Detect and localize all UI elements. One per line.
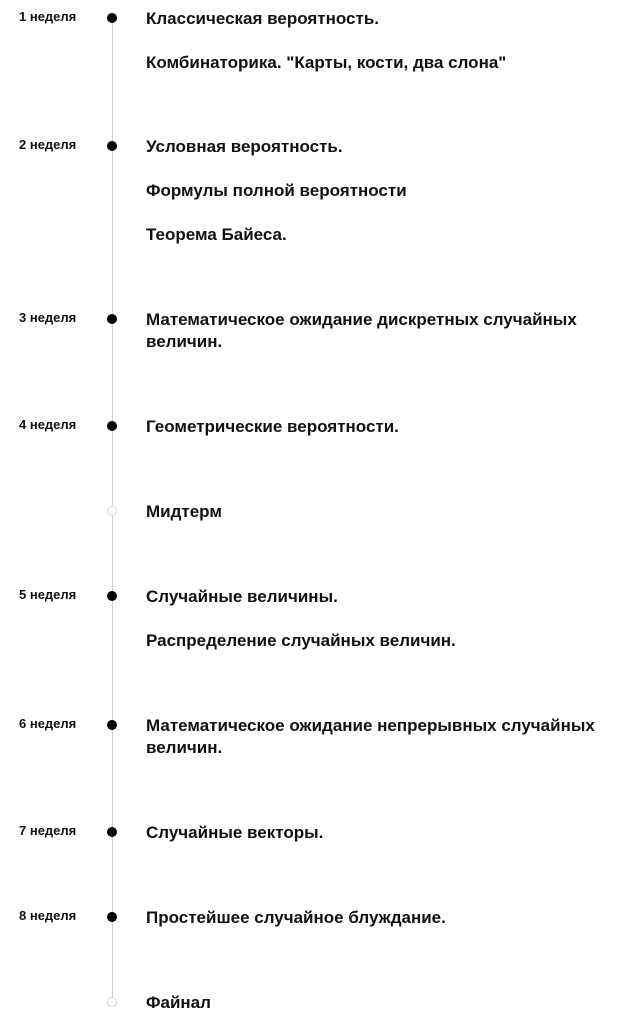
topic-item: Математическое ожидание непрерывных случайных величин. (146, 716, 595, 757)
week-label: 8 неделя (19, 908, 77, 923)
topic-list (146, 715, 614, 759)
week-label: 5 неделя (19, 587, 77, 602)
week-label: 3 неделя (19, 310, 77, 325)
timeline-dot-icon (107, 421, 117, 431)
topic-item: Формулы полной вероятности (146, 181, 407, 200)
timeline-dot-icon (107, 720, 117, 730)
timeline-hollow-dot-icon (107, 506, 117, 516)
topic-item: Математическое ожидание дискретных случайных величин. (146, 310, 577, 351)
week-label: 7 неделя (19, 823, 77, 838)
topic-item: Случайные величины. (146, 587, 338, 606)
topic-item: Мидтерм (146, 502, 222, 521)
timeline-dot-icon (107, 827, 117, 837)
topic-item: Теорема Байеса. (146, 225, 287, 244)
topic-item: Случайные векторы. (146, 823, 324, 842)
topic-list (146, 992, 614, 1014)
timeline-hollow-dot-icon (107, 997, 117, 1007)
timeline-dot-icon (107, 141, 117, 151)
topic-item: Комбинаторика. "Карты, кости, два слона" (146, 53, 507, 72)
week-label: 6 неделя (19, 716, 77, 731)
topic-item: Простейшее случайное блуждание. (146, 908, 446, 927)
timeline-dot-icon (107, 591, 117, 601)
topic-list (146, 309, 614, 353)
topic-list (146, 8, 614, 74)
timeline-dot-icon (107, 912, 117, 922)
topic-item: Классическая вероятность. (146, 9, 380, 28)
week-label: 2 неделя (19, 137, 77, 152)
week-label: 4 неделя (19, 417, 77, 432)
timeline-dot-icon (107, 314, 117, 324)
timeline-dot-icon (107, 13, 117, 23)
topic-list (146, 416, 614, 438)
topic-item: Файнал (146, 993, 211, 1012)
topic-list (146, 586, 614, 652)
topic-list (146, 907, 614, 929)
topic-item: Условная вероятность. (146, 137, 343, 156)
topic-item: Распределение случайных величин. (146, 631, 456, 650)
topic-item: Геометрические вероятности. (146, 417, 399, 436)
topic-list (146, 501, 614, 523)
topic-list (146, 136, 614, 246)
week-label: 1 неделя (19, 9, 77, 24)
topic-list (146, 822, 614, 844)
